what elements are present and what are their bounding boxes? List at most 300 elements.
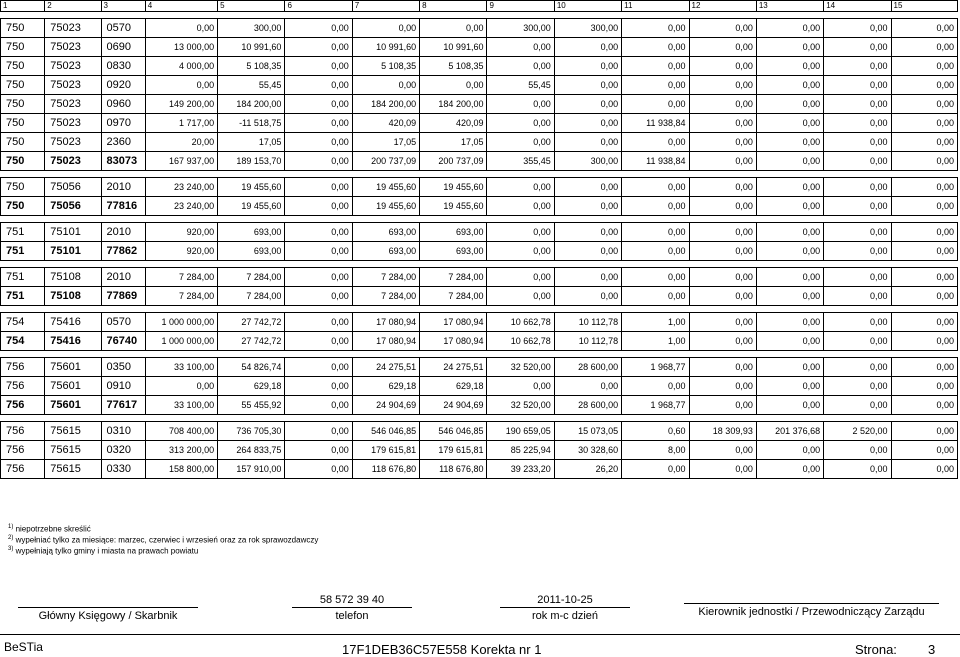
cell-amount: 0,00 bbox=[824, 268, 891, 287]
cell-amount: 0,00 bbox=[420, 19, 487, 38]
cell-amount: 693,00 bbox=[420, 223, 487, 242]
footnote-1: $^{1)}$ niepotrzebne skreślić bbox=[8, 524, 91, 534]
table-row bbox=[1, 114, 958, 133]
column-number: 14 bbox=[824, 1, 891, 12]
column-number-row bbox=[1, 1, 958, 12]
cell-amount: 0,00 bbox=[487, 178, 554, 197]
cell-amount: 5 108,35 bbox=[352, 57, 419, 76]
cell-amount: 0,00 bbox=[756, 460, 823, 479]
cell-amount: 18 309,93 bbox=[689, 422, 756, 441]
cell-rozdzial: 75108 bbox=[45, 287, 101, 306]
cell-rozdzial: 75601 bbox=[45, 396, 101, 415]
group-separator bbox=[1, 351, 958, 358]
cell-dzial: 750 bbox=[1, 57, 45, 76]
cell-amount: 1 000 000,00 bbox=[145, 313, 217, 332]
cell-amount: 10 112,78 bbox=[554, 313, 621, 332]
cell-amount: 54 826,74 bbox=[218, 358, 285, 377]
cell-amount: 1 968,77 bbox=[622, 396, 689, 415]
cell-dzial: 750 bbox=[1, 76, 45, 95]
table-row bbox=[1, 422, 958, 441]
column-number: 3 bbox=[101, 1, 145, 12]
cell-amount: 0,00 bbox=[285, 57, 352, 76]
cell-paragraf: 2010 bbox=[101, 268, 145, 287]
cell-amount: 23 240,00 bbox=[145, 197, 217, 216]
cell-amount: 0,00 bbox=[285, 441, 352, 460]
cell-amount: 2 520,00 bbox=[824, 422, 891, 441]
cell-amount: 693,00 bbox=[352, 242, 419, 261]
cell-amount: 0,00 bbox=[689, 287, 756, 306]
cell-paragraf: 0570 bbox=[101, 19, 145, 38]
cell-amount: 0,00 bbox=[554, 57, 621, 76]
cell-amount: 17,05 bbox=[352, 133, 419, 152]
cell-amount: 0,00 bbox=[891, 441, 957, 460]
cell-amount: 10 112,78 bbox=[554, 332, 621, 351]
cell-amount: 33 100,00 bbox=[145, 358, 217, 377]
cell-paragraf: 77816 bbox=[101, 197, 145, 216]
cell-amount: 0,00 bbox=[622, 287, 689, 306]
cell-amount: 0,00 bbox=[352, 76, 419, 95]
cell-dzial: 756 bbox=[1, 422, 45, 441]
cell-amount: 11 938,84 bbox=[622, 152, 689, 171]
table-row bbox=[1, 19, 958, 38]
cell-paragraf: 2360 bbox=[101, 133, 145, 152]
cell-amount: 24 275,51 bbox=[420, 358, 487, 377]
signature-line-accountant bbox=[18, 607, 198, 608]
cell-amount: 0,00 bbox=[891, 460, 957, 479]
cell-dzial: 756 bbox=[1, 460, 45, 479]
cell-amount: 629,18 bbox=[420, 377, 487, 396]
cell-amount: 0,00 bbox=[756, 178, 823, 197]
cell-amount: 0,00 bbox=[756, 133, 823, 152]
cell-amount: 0,00 bbox=[689, 396, 756, 415]
cell-paragraf: 2010 bbox=[101, 223, 145, 242]
cell-amount: 0,00 bbox=[689, 268, 756, 287]
cell-amount: 0,00 bbox=[891, 242, 957, 261]
cell-amount: 189 153,70 bbox=[218, 152, 285, 171]
cell-amount: 0,00 bbox=[145, 76, 217, 95]
cell-amount: 7 284,00 bbox=[145, 268, 217, 287]
cell-amount: 0,00 bbox=[891, 95, 957, 114]
cell-amount: 8,00 bbox=[622, 441, 689, 460]
cell-amount: 149 200,00 bbox=[145, 95, 217, 114]
cell-amount: 27 742,72 bbox=[218, 313, 285, 332]
group-separator bbox=[1, 12, 958, 19]
cell-amount: 7 284,00 bbox=[420, 287, 487, 306]
cell-amount: 0,00 bbox=[285, 197, 352, 216]
cell-amount: 0,00 bbox=[756, 19, 823, 38]
cell-amount: 0,00 bbox=[756, 152, 823, 171]
cell-amount: 28 600,00 bbox=[554, 396, 621, 415]
subtotal-row bbox=[1, 287, 958, 306]
cell-amount: 0,00 bbox=[487, 95, 554, 114]
cell-amount: 1,00 bbox=[622, 313, 689, 332]
cell-amount: 0,00 bbox=[285, 287, 352, 306]
cell-amount: 190 659,05 bbox=[487, 422, 554, 441]
cell-amount: 693,00 bbox=[352, 223, 419, 242]
cell-amount: 0,00 bbox=[756, 396, 823, 415]
column-number: 13 bbox=[756, 1, 823, 12]
cell-amount: 15 073,05 bbox=[554, 422, 621, 441]
cell-amount: 0,00 bbox=[689, 152, 756, 171]
cell-amount: 17 080,94 bbox=[420, 332, 487, 351]
group-separator bbox=[1, 171, 958, 178]
cell-amount: 0,00 bbox=[756, 114, 823, 133]
group-separator-cell bbox=[1, 216, 958, 223]
cell-amount: 13 000,00 bbox=[145, 38, 217, 57]
cell-rozdzial: 75056 bbox=[45, 197, 101, 216]
footer-page-label: Strona: bbox=[855, 642, 897, 657]
cell-amount: 5 108,35 bbox=[218, 57, 285, 76]
cell-amount: 0,00 bbox=[285, 178, 352, 197]
cell-amount: 546 046,85 bbox=[352, 422, 419, 441]
cell-amount: 0,00 bbox=[756, 332, 823, 351]
date-label: rok m-c dzień bbox=[531, 610, 599, 622]
cell-dzial: 750 bbox=[1, 38, 45, 57]
column-number: 11 bbox=[622, 1, 689, 12]
cell-amount: 0,00 bbox=[824, 114, 891, 133]
cell-amount: 0,00 bbox=[756, 287, 823, 306]
table-row bbox=[1, 178, 958, 197]
cell-amount: 7 284,00 bbox=[420, 268, 487, 287]
subtotal-row bbox=[1, 396, 958, 415]
table-row bbox=[1, 313, 958, 332]
cell-amount: 0,00 bbox=[285, 76, 352, 95]
cell-amount: 179 615,81 bbox=[420, 441, 487, 460]
cell-amount: 0,00 bbox=[285, 242, 352, 261]
cell-rozdzial: 75416 bbox=[45, 332, 101, 351]
cell-amount: 0,00 bbox=[891, 223, 957, 242]
cell-amount: 85 225,94 bbox=[487, 441, 554, 460]
cell-amount: 0,00 bbox=[285, 377, 352, 396]
footer-code: 17F1DEB36C57E558 Korekta nr 1 bbox=[342, 642, 542, 657]
cell-amount: 0,00 bbox=[689, 19, 756, 38]
cell-amount: 28 600,00 bbox=[554, 358, 621, 377]
cell-paragraf: 76740 bbox=[101, 332, 145, 351]
cell-amount: 0,00 bbox=[689, 313, 756, 332]
cell-amount: 7 284,00 bbox=[218, 287, 285, 306]
column-number: 2 bbox=[45, 1, 101, 12]
cell-amount: 0,00 bbox=[622, 197, 689, 216]
cell-dzial: 756 bbox=[1, 396, 45, 415]
cell-amount: 0,00 bbox=[622, 57, 689, 76]
column-number: 7 bbox=[352, 1, 419, 12]
cell-amount: 19 455,60 bbox=[218, 178, 285, 197]
footer-page-number: 3 bbox=[928, 642, 936, 657]
cell-amount: 0,00 bbox=[756, 76, 823, 95]
cell-rozdzial: 75023 bbox=[45, 114, 101, 133]
cell-amount: 0,00 bbox=[622, 38, 689, 57]
cell-amount: 0,00 bbox=[824, 178, 891, 197]
column-number: 12 bbox=[689, 1, 756, 12]
group-separator-cell bbox=[1, 306, 958, 313]
cell-amount: 0,00 bbox=[891, 197, 957, 216]
table-row bbox=[1, 441, 958, 460]
cell-amount: 629,18 bbox=[218, 377, 285, 396]
cell-amount: 0,00 bbox=[756, 268, 823, 287]
cell-amount: 184 200,00 bbox=[420, 95, 487, 114]
cell-paragraf: 0330 bbox=[101, 460, 145, 479]
cell-amount: 0,00 bbox=[824, 441, 891, 460]
cell-paragraf: 0970 bbox=[101, 114, 145, 133]
cell-amount: 0,00 bbox=[285, 19, 352, 38]
group-separator bbox=[1, 415, 958, 422]
cell-rozdzial: 75023 bbox=[45, 57, 101, 76]
table-row bbox=[1, 133, 958, 152]
cell-amount: 0,00 bbox=[824, 287, 891, 306]
cell-amount: 0,00 bbox=[487, 38, 554, 57]
cell-amount: 0,00 bbox=[824, 332, 891, 351]
cell-amount: 0,00 bbox=[554, 178, 621, 197]
cell-amount: 0,00 bbox=[891, 19, 957, 38]
cell-amount: 0,00 bbox=[554, 268, 621, 287]
cell-amount: 200 737,09 bbox=[352, 152, 419, 171]
cell-amount: 0,00 bbox=[689, 178, 756, 197]
cell-amount: 32 520,00 bbox=[487, 396, 554, 415]
cell-amount: 0,00 bbox=[891, 57, 957, 76]
cell-amount: 420,09 bbox=[420, 114, 487, 133]
cell-amount: 10 991,60 bbox=[352, 38, 419, 57]
cell-amount: 0,00 bbox=[891, 133, 957, 152]
cell-amount: 0,00 bbox=[622, 268, 689, 287]
cell-amount: 0,00 bbox=[756, 38, 823, 57]
cell-amount: 184 200,00 bbox=[218, 95, 285, 114]
cell-amount: 693,00 bbox=[420, 242, 487, 261]
cell-amount: 0,00 bbox=[487, 197, 554, 216]
cell-amount: 0,00 bbox=[824, 76, 891, 95]
group-separator-cell bbox=[1, 12, 958, 19]
cell-amount: 0,00 bbox=[487, 57, 554, 76]
cell-rozdzial: 75023 bbox=[45, 38, 101, 57]
cell-dzial: 751 bbox=[1, 242, 45, 261]
cell-amount: 0,00 bbox=[285, 152, 352, 171]
cell-amount: 0,00 bbox=[554, 38, 621, 57]
signature-line-phone bbox=[292, 607, 412, 608]
cell-amount: 1 968,77 bbox=[622, 358, 689, 377]
table-row bbox=[1, 76, 958, 95]
cell-amount: -11 518,75 bbox=[218, 114, 285, 133]
cell-amount: 0,00 bbox=[285, 358, 352, 377]
cell-dzial: 754 bbox=[1, 313, 45, 332]
footer-divider bbox=[0, 634, 960, 635]
cell-amount: 5 108,35 bbox=[420, 57, 487, 76]
column-number: 15 bbox=[891, 1, 957, 12]
cell-amount: 0,00 bbox=[891, 76, 957, 95]
cell-amount: 0,00 bbox=[824, 242, 891, 261]
cell-amount: 0,00 bbox=[487, 133, 554, 152]
cell-paragraf: 0320 bbox=[101, 441, 145, 460]
cell-amount: 0,00 bbox=[554, 223, 621, 242]
cell-paragraf: 77862 bbox=[101, 242, 145, 261]
cell-amount: 33 100,00 bbox=[145, 396, 217, 415]
cell-paragraf: 2010 bbox=[101, 178, 145, 197]
cell-amount: 10 662,78 bbox=[487, 313, 554, 332]
cell-amount: 693,00 bbox=[218, 223, 285, 242]
cell-amount: 19 455,60 bbox=[218, 197, 285, 216]
cell-amount: 0,00 bbox=[824, 460, 891, 479]
cell-amount: 313 200,00 bbox=[145, 441, 217, 460]
cell-amount: 0,00 bbox=[622, 19, 689, 38]
cell-rozdzial: 75056 bbox=[45, 178, 101, 197]
cell-amount: 7 284,00 bbox=[145, 287, 217, 306]
cell-amount: 0,00 bbox=[285, 313, 352, 332]
cell-amount: 0,00 bbox=[554, 287, 621, 306]
cell-amount: 0,00 bbox=[756, 377, 823, 396]
cell-amount: 0,00 bbox=[487, 377, 554, 396]
cell-rozdzial: 75615 bbox=[45, 422, 101, 441]
cell-amount: 0,00 bbox=[824, 57, 891, 76]
column-number: 10 bbox=[554, 1, 621, 12]
cell-paragraf: 0570 bbox=[101, 313, 145, 332]
cell-amount: 184 200,00 bbox=[352, 95, 419, 114]
cell-dzial: 750 bbox=[1, 197, 45, 216]
group-separator bbox=[1, 261, 958, 268]
cell-amount: 19 455,60 bbox=[352, 178, 419, 197]
cell-dzial: 756 bbox=[1, 377, 45, 396]
cell-paragraf: 0310 bbox=[101, 422, 145, 441]
cell-amount: 0,00 bbox=[891, 422, 957, 441]
cell-amount: 26,20 bbox=[554, 460, 621, 479]
cell-paragraf: 0920 bbox=[101, 76, 145, 95]
cell-amount: 629,18 bbox=[352, 377, 419, 396]
cell-rozdzial: 75601 bbox=[45, 358, 101, 377]
cell-dzial: 751 bbox=[1, 287, 45, 306]
footer-app: BeSTia bbox=[4, 640, 43, 654]
cell-amount: 0,00 bbox=[756, 242, 823, 261]
cell-paragraf: 0910 bbox=[101, 377, 145, 396]
column-number: 8 bbox=[420, 1, 487, 12]
cell-dzial: 751 bbox=[1, 223, 45, 242]
cell-amount: 201 376,68 bbox=[756, 422, 823, 441]
cell-amount: 0,00 bbox=[285, 422, 352, 441]
cell-dzial: 750 bbox=[1, 133, 45, 152]
cell-amount: 0,00 bbox=[824, 223, 891, 242]
column-number: 1 bbox=[1, 1, 45, 12]
cell-amount: 19 455,60 bbox=[352, 197, 419, 216]
cell-amount: 0,00 bbox=[622, 377, 689, 396]
cell-amount: 0,00 bbox=[622, 95, 689, 114]
cell-amount: 55,45 bbox=[487, 76, 554, 95]
cell-amount: 0,00 bbox=[891, 268, 957, 287]
cell-amount: 0,00 bbox=[891, 152, 957, 171]
cell-amount: 24 904,69 bbox=[420, 396, 487, 415]
cell-amount: 0,00 bbox=[689, 441, 756, 460]
column-number: 5 bbox=[218, 1, 285, 12]
cell-amount: 0,00 bbox=[689, 197, 756, 216]
cell-amount: 0,00 bbox=[689, 377, 756, 396]
cell-amount: 300,00 bbox=[487, 19, 554, 38]
cell-amount: 1 717,00 bbox=[145, 114, 217, 133]
subtotal-row bbox=[1, 242, 958, 261]
cell-paragraf: 0960 bbox=[101, 95, 145, 114]
cell-amount: 920,00 bbox=[145, 223, 217, 242]
cell-amount: 0,00 bbox=[891, 287, 957, 306]
cell-amount: 0,00 bbox=[487, 223, 554, 242]
cell-amount: 7 284,00 bbox=[352, 287, 419, 306]
cell-amount: 0,00 bbox=[487, 242, 554, 261]
cell-amount: 0,00 bbox=[891, 332, 957, 351]
cell-amount: 118 676,80 bbox=[420, 460, 487, 479]
cell-amount: 0,00 bbox=[689, 38, 756, 57]
cell-amount: 0,00 bbox=[689, 242, 756, 261]
cell-amount: 0,00 bbox=[891, 114, 957, 133]
cell-amount: 0,00 bbox=[145, 377, 217, 396]
signature-line-head bbox=[684, 603, 939, 604]
cell-dzial: 750 bbox=[1, 95, 45, 114]
cell-paragraf: 77617 bbox=[101, 396, 145, 415]
cell-amount: 17 080,94 bbox=[352, 332, 419, 351]
cell-amount: 0,00 bbox=[689, 358, 756, 377]
cell-rozdzial: 75108 bbox=[45, 268, 101, 287]
cell-amount: 0,00 bbox=[756, 57, 823, 76]
cell-amount: 23 240,00 bbox=[145, 178, 217, 197]
cell-amount: 157 910,00 bbox=[218, 460, 285, 479]
footnote-2: $^{2)}$ wypełniać tylko za miesiące: marzec, czerwiec i wrzesień oraz za rok sprawozdawczy bbox=[8, 535, 319, 545]
cell-amount: 10 991,60 bbox=[218, 38, 285, 57]
cell-rozdzial: 75101 bbox=[45, 242, 101, 261]
cell-amount: 420,09 bbox=[352, 114, 419, 133]
cell-amount: 24 275,51 bbox=[352, 358, 419, 377]
cell-amount: 0,00 bbox=[285, 223, 352, 242]
cell-amount: 0,00 bbox=[756, 197, 823, 216]
cell-amount: 0,00 bbox=[824, 358, 891, 377]
subtotal-row bbox=[1, 332, 958, 351]
cell-amount: 200 737,09 bbox=[420, 152, 487, 171]
cell-amount: 17,05 bbox=[218, 133, 285, 152]
cell-amount: 300,00 bbox=[554, 19, 621, 38]
cell-dzial: 756 bbox=[1, 358, 45, 377]
table-row bbox=[1, 268, 958, 287]
cell-amount: 546 046,85 bbox=[420, 422, 487, 441]
group-separator-cell bbox=[1, 351, 958, 358]
cell-rozdzial: 75416 bbox=[45, 313, 101, 332]
group-separator-cell bbox=[1, 261, 958, 268]
cell-amount: 0,00 bbox=[756, 95, 823, 114]
group-separator bbox=[1, 306, 958, 313]
cell-amount: 0,00 bbox=[487, 268, 554, 287]
cell-amount: 179 615,81 bbox=[352, 441, 419, 460]
cell-dzial: 750 bbox=[1, 178, 45, 197]
table-row bbox=[1, 223, 958, 242]
cell-dzial: 751 bbox=[1, 268, 45, 287]
cell-amount: 27 742,72 bbox=[218, 332, 285, 351]
cell-amount: 0,00 bbox=[824, 197, 891, 216]
cell-amount: 0,00 bbox=[285, 460, 352, 479]
cell-amount: 0,00 bbox=[689, 223, 756, 242]
date-value: 2011-10-25 bbox=[537, 594, 593, 606]
cell-amount: 19 455,60 bbox=[420, 178, 487, 197]
subtotal-row bbox=[1, 197, 958, 216]
phone-value: 58 572 39 40 bbox=[319, 594, 385, 606]
cell-rozdzial: 75615 bbox=[45, 460, 101, 479]
group-separator bbox=[1, 216, 958, 223]
cell-dzial: 754 bbox=[1, 332, 45, 351]
cell-amount: 264 833,75 bbox=[218, 441, 285, 460]
cell-amount: 1 000 000,00 bbox=[145, 332, 217, 351]
cell-amount: 0,00 bbox=[824, 377, 891, 396]
cell-amount: 0,00 bbox=[622, 460, 689, 479]
cell-amount: 0,00 bbox=[824, 152, 891, 171]
cell-amount: 55 455,92 bbox=[218, 396, 285, 415]
group-separator-cell bbox=[1, 171, 958, 178]
subtotal-row bbox=[1, 152, 958, 171]
cell-amount: 0,00 bbox=[689, 114, 756, 133]
cell-dzial: 750 bbox=[1, 152, 45, 171]
cell-amount: 0,00 bbox=[689, 332, 756, 351]
cell-amount: 0,00 bbox=[689, 76, 756, 95]
cell-amount: 0,00 bbox=[554, 197, 621, 216]
cell-amount: 0,00 bbox=[554, 242, 621, 261]
cell-amount: 0,00 bbox=[891, 38, 957, 57]
